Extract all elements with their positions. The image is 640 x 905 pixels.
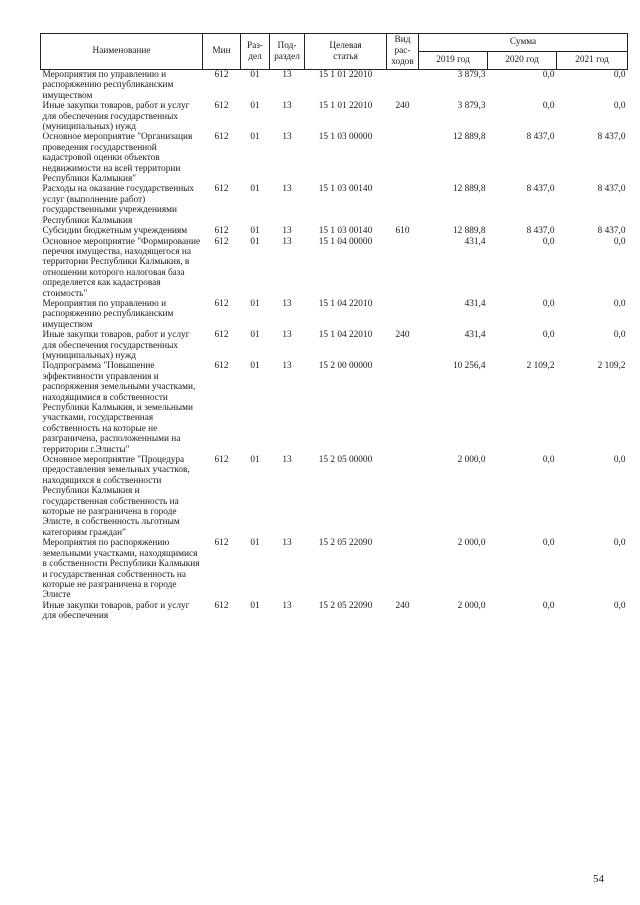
header-min: Мин <box>203 34 241 70</box>
cell-podrazdel: 13 <box>282 538 292 549</box>
table-row <box>41 132 628 184</box>
header-vid-line3: ходов <box>391 57 414 67</box>
cell-vid: 610 <box>395 226 410 237</box>
table-row <box>41 538 628 600</box>
header-vid <box>387 34 419 70</box>
cell-2021: 0,0 <box>613 600 626 611</box>
cell-target: 15 2 05 00000 <box>318 455 373 466</box>
cell-min: 612 <box>214 330 229 341</box>
cell-target: 15 1 04 22010 <box>318 298 373 309</box>
cell-podrazdel: 13 <box>282 298 292 309</box>
cell-2021: 0,0 <box>613 236 626 247</box>
cell-podrazdel: 13 <box>282 70 292 80</box>
cell-min: 612 <box>214 132 229 143</box>
cell-name: Подпрограмма "Повышение эффективности управления и распоряжения земельными участками, находящимися в собственности Республики Калмыкия, и земельными участками, государственная собственность на которые не разграничена, расположенными на территории г.Элисты" <box>42 361 196 455</box>
cell-min: 612 <box>214 184 229 195</box>
cell-2021: 2 109,2 <box>597 361 626 372</box>
cell-2020: 0,0 <box>542 101 555 112</box>
cell-2021: 0,0 <box>613 455 626 466</box>
cell-2019: 431,4 <box>464 298 486 309</box>
header-razdel-line2: дел <box>248 51 262 62</box>
cell-name: Основное мероприятие "Формирование перечня имущества, находящегося на территории Республики Калмыкия, в отношении которого налоговая база определяется как кадастровая стоимость" <box>42 236 201 299</box>
cell-razdel: 01 <box>250 330 260 341</box>
table-row <box>41 455 628 538</box>
header-vid-line2: рас- <box>394 46 411 56</box>
cell-target: 15 1 01 22010 <box>318 101 373 112</box>
cell-vid <box>387 538 419 600</box>
table-row <box>41 70 628 102</box>
cell-razdel: 01 <box>250 70 260 80</box>
cell-name: Основное мероприятие "Организация проведения государственной кадастровой оценки объектов недвижимости на всей территории Республики Калмыкия" <box>42 132 193 185</box>
cell-2019: 12 889,8 <box>452 132 486 143</box>
table-row <box>41 299 628 330</box>
cell-vid: 240 <box>395 101 410 112</box>
header-target-line2: статья <box>333 51 358 62</box>
cell-2019: 431,4 <box>464 236 486 247</box>
cell-2021: 0,0 <box>613 330 626 341</box>
cell-podrazdel: 13 <box>282 226 292 237</box>
cell-2019: 3 879,3 <box>457 101 486 112</box>
table-row <box>41 226 628 236</box>
cell-vid <box>387 237 419 299</box>
cell-name: Мероприятия по распоряжению земельными участками, находящимися в собственности Республики Калмыкия и государственная собственность на которые не разграничена в городе Элисте <box>42 538 200 601</box>
table-row <box>41 601 628 622</box>
cell-razdel: 01 <box>250 298 260 309</box>
cell-min: 612 <box>214 538 229 549</box>
cell-min: 612 <box>214 236 229 247</box>
cell-2020: 8 437,0 <box>526 184 555 195</box>
cell-2019: 12 889,8 <box>452 226 486 237</box>
cell-target: 15 1 03 00000 <box>318 132 373 143</box>
header-razdel <box>241 34 270 70</box>
cell-name: Мероприятия по управлению и распоряжению республиканским имуществом <box>42 298 174 330</box>
table-body <box>41 70 628 622</box>
header-year-2021: 2021 год <box>557 52 628 70</box>
cell-2021: 0,0 <box>613 298 626 309</box>
cell-razdel: 01 <box>250 184 260 195</box>
header-name: Наименование <box>41 34 203 70</box>
cell-min: 612 <box>214 70 229 80</box>
cell-podrazdel: 13 <box>282 330 292 341</box>
cell-target: 15 2 05 22090 <box>318 600 373 611</box>
cell-2020: 8 437,0 <box>526 132 555 143</box>
cell-razdel: 01 <box>250 600 260 611</box>
table-row <box>41 361 628 455</box>
cell-name: Субсидии бюджетным учреждениям <box>42 226 188 237</box>
cell-2019: 2 000,0 <box>457 455 486 466</box>
table-row <box>41 330 628 361</box>
cell-2019: 2 000,0 <box>457 538 486 549</box>
cell-target: 15 1 01 22010 <box>318 70 373 80</box>
cell-target: 15 1 04 22010 <box>318 330 373 341</box>
cell-2021: 0,0 <box>613 101 626 112</box>
cell-name: Расходы на оказание государственных услуг (выполнение работ) государственными учреждениями Республики Калмыкия <box>42 184 195 226</box>
cell-podrazdel: 13 <box>282 455 292 466</box>
table-header <box>41 34 628 70</box>
cell-2020: 0,0 <box>542 538 555 549</box>
cell-razdel: 01 <box>250 132 260 143</box>
cell-min: 612 <box>214 600 229 611</box>
budget-table <box>40 33 628 622</box>
cell-min: 612 <box>214 226 229 237</box>
cell-2019: 431,4 <box>464 330 486 341</box>
cell-2019: 2 000,0 <box>457 600 486 611</box>
cell-razdel: 01 <box>250 226 260 237</box>
cell-2020: 0,0 <box>542 70 555 80</box>
cell-2019: 3 879,3 <box>457 70 486 80</box>
cell-podrazdel: 13 <box>282 361 292 372</box>
cell-min: 612 <box>214 101 229 112</box>
table-row <box>41 184 628 226</box>
cell-razdel: 01 <box>250 455 260 466</box>
cell-name: Иные закупки товаров, работ и услуг для обеспечения государственных (муниципальных) нужд <box>42 101 190 133</box>
cell-2020: 8 437,0 <box>526 226 555 237</box>
cell-podrazdel: 13 <box>282 132 292 143</box>
cell-vid: 240 <box>395 330 410 341</box>
cell-target: 15 1 03 00140 <box>318 226 373 237</box>
header-podrazdel-line1: Под- <box>277 40 297 51</box>
cell-podrazdel: 13 <box>282 600 292 611</box>
cell-2021: 8 437,0 <box>597 184 626 195</box>
cell-2019: 10 256,4 <box>452 361 486 372</box>
table-row <box>41 101 628 132</box>
cell-podrazdel: 13 <box>282 236 292 247</box>
header-year-2019: 2019 год <box>419 52 488 70</box>
cell-2021: 0,0 <box>613 538 626 549</box>
cell-razdel: 01 <box>250 236 260 247</box>
cell-min: 612 <box>214 298 229 309</box>
cell-name: Иные закупки товаров, работ и услуг для обеспечения государственных (муниципальных) нужд <box>42 330 190 361</box>
header-target <box>305 34 387 70</box>
cell-target: 15 2 00 00000 <box>318 361 373 372</box>
cell-2021: 0,0 <box>613 70 626 80</box>
cell-razdel: 01 <box>250 361 260 372</box>
cell-vid <box>387 455 419 538</box>
header-target-line1: Целевая <box>329 40 362 51</box>
cell-min: 612 <box>214 455 229 466</box>
cell-2020: 0,0 <box>542 330 555 341</box>
header-sum: Сумма <box>419 34 628 52</box>
cell-2020: 0,0 <box>542 236 555 247</box>
cell-vid <box>387 132 419 184</box>
cell-podrazdel: 13 <box>282 101 292 112</box>
table-row <box>41 237 628 299</box>
cell-vid: 240 <box>395 600 410 611</box>
header-podrazdel-line2: раздел <box>274 51 300 62</box>
cell-vid <box>387 70 419 102</box>
cell-vid <box>387 299 419 330</box>
cell-2020: 0,0 <box>542 298 555 309</box>
header-podrazdel <box>270 34 305 70</box>
cell-2021: 8 437,0 <box>597 226 626 237</box>
cell-target: 15 1 03 00140 <box>318 184 373 195</box>
cell-podrazdel: 13 <box>282 184 292 195</box>
header-razdel-line1: Раз- <box>246 40 264 51</box>
cell-razdel: 01 <box>250 538 260 549</box>
cell-name: Основное мероприятие "Процедура предоставления земельных участков, находящихся в собственности Республики Калмыкия и государственная собственность на которые не разграничена в городе Элисте, в собственность льготным категориям граждан" <box>42 455 190 538</box>
cell-name: Иные закупки товаров, работ и услуг для обеспечения <box>42 600 190 622</box>
cell-razdel: 01 <box>250 101 260 112</box>
page-number: 54 <box>593 873 604 885</box>
header-year-2020: 2020 год <box>488 52 557 70</box>
cell-vid <box>387 184 419 226</box>
cell-2020: 2 109,2 <box>526 361 555 372</box>
cell-2020: 0,0 <box>542 455 555 466</box>
cell-target: 15 2 05 22090 <box>318 538 373 549</box>
cell-name: Мероприятия по управлению и распоряжению республиканским имуществом <box>42 70 174 101</box>
cell-min: 612 <box>214 361 229 372</box>
cell-2020: 0,0 <box>542 600 555 611</box>
cell-target: 15 1 04 00000 <box>318 236 373 247</box>
cell-2021: 8 437,0 <box>597 132 626 143</box>
header-vid-line1: Вид <box>394 35 411 45</box>
cell-vid <box>387 361 419 455</box>
cell-2019: 12 889,8 <box>452 184 486 195</box>
